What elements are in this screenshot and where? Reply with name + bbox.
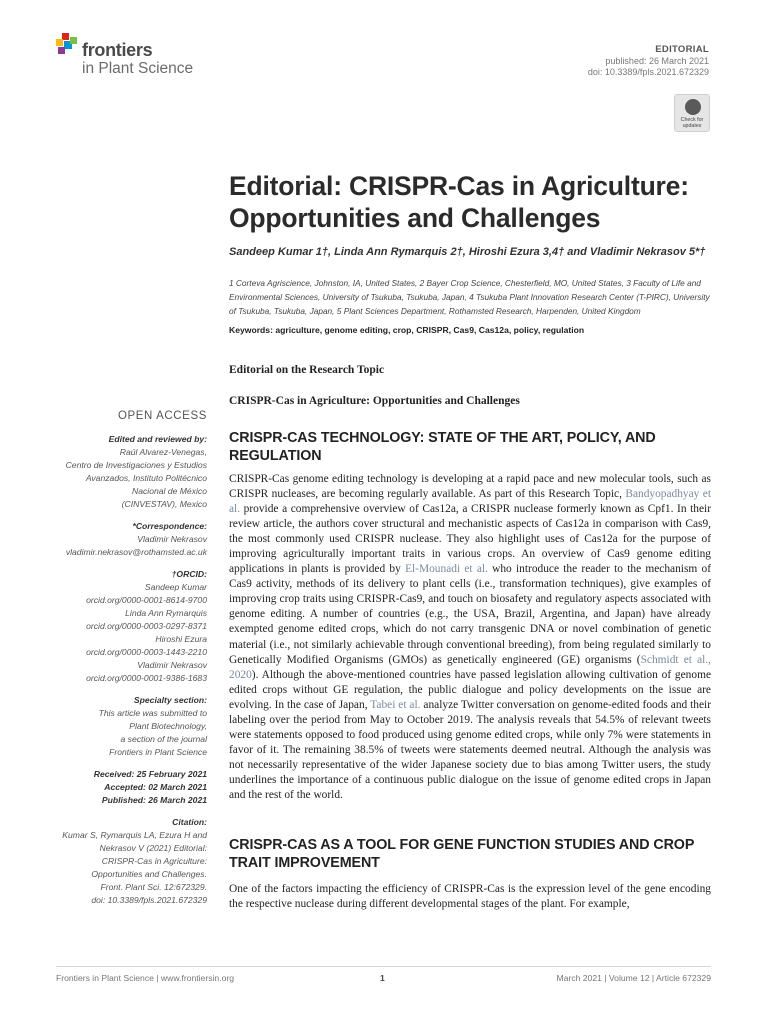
specialty-line: a section of the journal [120,734,207,744]
citation-label: Citation: [172,817,207,827]
received-date: Received: 25 February 2021 [93,769,207,779]
citation-line: Opportunities and Challenges. [91,869,207,879]
reference-link[interactable]: Bandyopadhyay et al. [229,488,711,516]
correspondence-label: *Correspondence: [132,521,207,531]
journal-name: frontiers [82,40,153,60]
footer-issue-info: March 2021 | Volume 12 | Article 672329 [556,973,711,983]
reference-link[interactable]: El-Mounadi et al. [405,563,488,576]
edited-label: Edited and reviewed by: [108,434,207,444]
check-updates-label: Check for updates [680,117,704,129]
section-heading: CRISPR-CAS AS A TOOL FOR GENE FUNCTION STUDIES AND CROP TRAIT IMPROVEMENT [229,837,695,871]
citation-line: CRISPR-Cas in Agriculture: [101,856,207,866]
specialty-line: Frontiers in Plant Science [109,747,207,757]
editor-line: Nacional de México [132,486,207,496]
editor-line: Centro de Investigaciones y Estudios [65,460,207,470]
orcid-author: Hiroshi Ezura [155,634,207,644]
editor-line: (CINVESTAV), Mexico [121,499,207,509]
article-title: Editorial: CRISPR-Cas in Agriculture: Opportunities and Challenges [229,171,689,233]
orcid-link[interactable]: orcid.org/0000-0001-9386-1683 [86,673,207,683]
orcid-author: Linda Ann Rymarquis [125,608,207,618]
topic-title: CRISPR-Cas in Agriculture: Opportunities and Challenges [229,395,520,407]
reference-link[interactable]: Schmidt et al., 2020 [229,653,711,681]
publication-date: published: 26 March 2021 [605,56,709,66]
orcid-author: Vladimir Nekrasov [137,660,207,670]
accepted-date: Accepted: 02 March 2021 [104,782,207,792]
editor-line: Avanzados, Instituto Politécnico [85,473,207,483]
sidebar [60,410,207,907]
keywords-list: agriculture, genome editing, crop, CRISPR, Cas9, Cas12a, policy, regulation [275,325,585,335]
footer-divider [56,966,711,967]
paragraph-text: who introduce the reader to the mechanism of Cas9 activity, methods of its delivery to plant cells (i.e., transformation techniques), give examples of improving crop traits using CRISPR-Cas9, and touch on biosafety and regulatory aspects associated with genome editing. A number of countries (e.g., the USA, Brazil, Argentina, and Japan) have already exempted genome edited crops, which do not carry transgenic DNA or novel combination of genetic material (i.e., not similarly achievable through conventional breeding), from being regulated similarly to Genetically Modified Organisms (GMOs) as genetically engineered (GE) organisms ( [229,563,711,666]
orcid-link[interactable]: orcid.org/0000-0003-1443-2210 [86,647,207,657]
journal-subname: in Plant Science [82,60,194,77]
paragraph-text: analyze Twitter conversation on genome-edited foods and their labeling over the period from May to October 2019. The analysis reveals that 54.5% of relevant tweets were statements opposed to food produced using genome edited crops, while only 7% were statements in favor of it. The remaining 38.5% of tweets were statements deemed neutral. Although the analysis was not necessarily representative of the wider Japanese society due to bias among Twitter users, the study underlines the importance of a continuous public dialogue on the issue of genome edited crops in Japan and the rest of the world. [229,698,711,801]
paragraph-text: ). Although the above-mentioned countries have passed legislation allowing cultivation of genome edited crops without GE regulation, the public dialogue and policy developments on the issue are evolving. In the case of Japan, [229,668,711,711]
specialty-line: This article was submitted to [98,708,207,718]
body-paragraph [229,472,711,803]
doi[interactable]: doi: 10.3389/fpls.2021.672329 [587,67,709,77]
specialty-label: Specialty section: [133,695,207,705]
check-updates-icon [685,99,701,115]
topic-heading: Editorial on the Research Topic [229,364,385,376]
body-paragraph: One of the factors impacting the efficiency of CRISPR-Cas is the expression level of the gene encoding the respective nuclease during different developmental stages of the plant. For example, [229,883,711,911]
article-type: EDITORIAL [655,44,709,55]
correspondence-name: Vladimir Nekrasov [137,534,207,544]
citation-line: Kumar S, Rymarquis LA, Ezura H and [62,830,207,840]
check-for-updates-button[interactable] [674,94,710,132]
reference-link[interactable]: Tabei et al. [370,698,421,711]
paragraph-text: provide a comprehensive overview of Cas12a, a CRISPR nuclease formerly known as Cpf1. In their review article, the authors cover structural and mechanistic aspects of Cas12a in comparison with Cas9, the most commonly used CRISPR nuclease. They also highlight uses of Cas12a for the purpose of improving agriculturally important traits in various crops. An overview of Cas9 genome editing applications in plants is provided by [229,503,711,576]
keywords-label: Keywords: [229,325,273,335]
paragraph-text: CRISPR-Cas genome editing technology is developing at a rapid pace and new molecular tools, such as CRISPR nucleases, are becoming regularly available. As part of this Research Topic, [229,473,711,501]
editor-line: Raúl Alvarez-Venegas, [119,447,207,457]
dates-block [60,768,207,807]
section-heading: CRISPR-CAS TECHNOLOGY: STATE OF THE ART, POLICY, AND REGULATION [229,430,656,464]
author-list: Sandeep Kumar 1†, Linda Ann Rymarquis 2†, Hiroshi Ezura 3,4† and Vladimir Nekrasov 5*† [229,246,706,258]
frontiers-logo-icon [56,33,78,59]
open-access-label: OPEN ACCESS [117,410,207,422]
page-number: 1 [380,973,385,983]
correspondence-email-link[interactable]: vladimir.nekrasov@rothamsted.ac.uk [65,547,207,557]
citation-line: doi: 10.3389/fpls.2021.672329 [91,895,207,905]
footer-journal-link[interactable]: Frontiers in Plant Science | www.frontiersin.org [56,973,234,983]
orcid-author: Sandeep Kumar [144,582,207,592]
citation-line: Nekrasov V (2021) Editorial: [99,843,207,853]
orcid-link[interactable]: orcid.org/0000-0001-8614-9700 [86,595,207,605]
orcid-label: †ORCID: [171,569,207,579]
affiliations: 1 Corteva Agriscience, Johnston, IA, United States, 2 Bayer Crop Science, Chesterfield, MO, United States, 3 Faculty of Life and Environmental Sciences, University of Tsukuba, Tsukuba, Japan, 4 Tsukuba Plant Innovation Research Center (T-PIRC), University of Tsukuba, Tsukuba, Japan, 5 Plant Sciences Department, Rothamsted Research, Harpenden, United Kingdom [229,278,710,316]
published-date: Published: 26 March 2021 [101,795,207,805]
orcid-link[interactable]: orcid.org/0000-0003-0297-8371 [86,621,207,631]
citation-line: Front. Plant Sci. 12:672329. [100,882,207,892]
specialty-line: Plant Biotechnology, [129,721,207,731]
keywords [229,325,729,335]
